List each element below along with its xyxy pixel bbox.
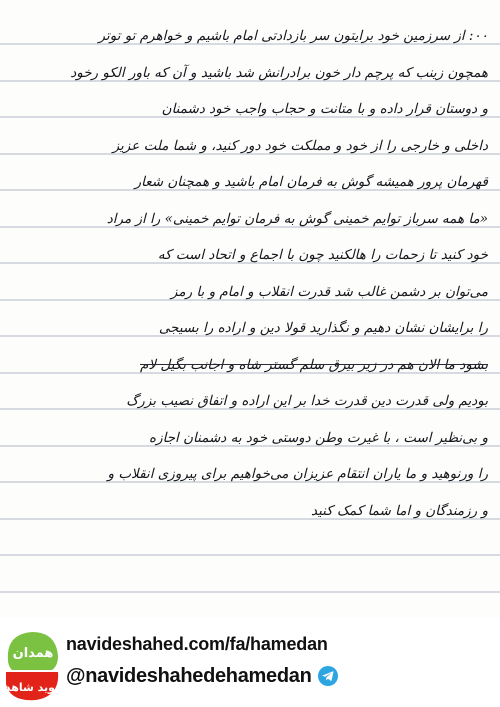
site-url: navideshahed.com/fa/hamedan — [66, 634, 328, 654]
svg-text:نوید شاهد: نوید شاهد — [4, 681, 60, 694]
letter-line: را ورنوهید و ما یاران انتقام عزیزان می‌خواهیم برای پیروزی انقلاب و — [107, 466, 488, 482]
letter-line: و دوستان قرار داده و با متانت و حجاب واجب خود دشمنان — [161, 101, 488, 117]
letter-line: و بی‌نظیر است ، با غیرت وطن دوستی خود به دشمنان اجازه — [149, 429, 488, 446]
letter-line: می‌توان بر دشمن غالب شد قدرت انقلاب و امام و با رمز — [170, 283, 488, 300]
navideshahed-logo — [2, 626, 62, 704]
handwritten-letter — [6, 18, 494, 529]
letter-line: قهرمان پرور همیشه گوش به فرمان امام باشید و همچنان شعار — [134, 174, 488, 190]
letter-line: و رزمندگان و اما شما کمک کنید — [311, 502, 488, 519]
letter-line: بشود ما الان هم در زیر بیرق سلم گستر شاه و اجانب بگیل لام — [140, 356, 488, 373]
letter-line: بودیم ولی قدرت دین قدرت خدا بر این اراده و اتفاق نصیب بزرگ — [126, 393, 488, 409]
social-handle: @navideshahedehamedan — [66, 664, 312, 687]
letter-line: همچون زینب که پرچم دار خون برادرانش شد باشید و آن که باور الکو رخود — [70, 64, 488, 81]
footer-watermark — [0, 618, 500, 707]
telegram-icon — [318, 666, 338, 686]
letter-line: «ما همه سرباز توایم خمینی گوش به فرمان توایم خمینی» را از مراد — [106, 210, 488, 227]
letter-line: داخلی و خارجی را از خود و مملکت خود دور کنید، و شما ملت عزیز — [112, 137, 488, 154]
letter-line: را برایشان نشان دهیم و نگذارید قولا دین و اراده را بسیجی — [158, 320, 488, 336]
letter-line: خود کنید تا زحمات را هالکنید چون با اجماع و اتحاد است که — [157, 247, 488, 263]
letter-line: ۰۰: از سرزمین خود برایتون سر بازدادتی امام باشیم و خواهرم تو توتر — [98, 28, 488, 44]
social-handle-row — [66, 663, 338, 689]
svg-text:همدان: همدان — [12, 646, 54, 661]
